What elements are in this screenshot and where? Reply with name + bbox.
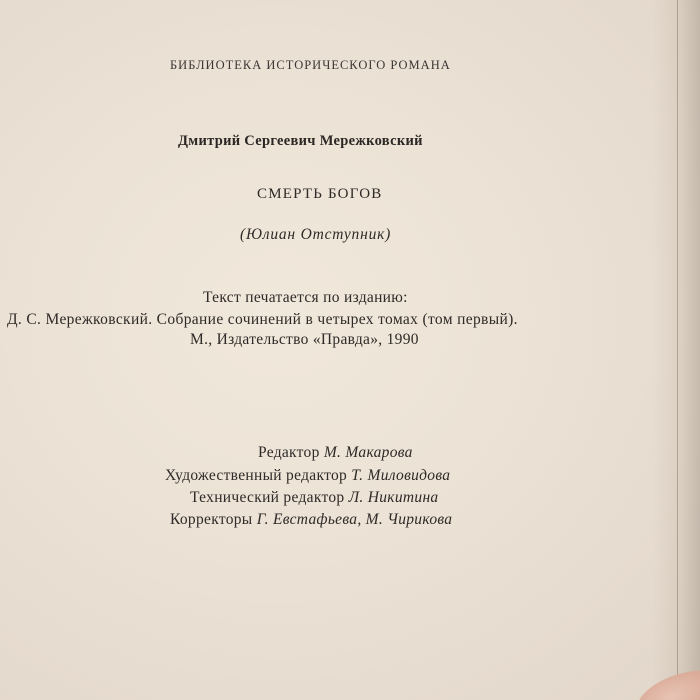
- credit-tech-editor: [190, 489, 438, 507]
- credit-person: Т. Миловидова: [351, 467, 451, 484]
- credit-person: Г. Евстафьева, М. Чирикова: [256, 511, 453, 528]
- source-line-2: Д. С. Мережковский. Собрание сочинений в четырех томах (том первый).: [7, 311, 518, 328]
- credit-editor: [258, 444, 413, 462]
- credit-role: Редактор: [258, 444, 320, 461]
- book-subtitle: (Юлиан Отступник): [240, 226, 392, 243]
- series-title: БИБЛИОТЕКА ИСТОРИЧЕСКОГО РОМАНА: [170, 58, 451, 72]
- credit-person: М. Макарова: [323, 444, 413, 461]
- credit-role: Художественный редактор: [165, 467, 348, 484]
- credit-person: Л. Никитина: [348, 489, 439, 506]
- source-line-3: М., Издательство «Правда», 1990: [190, 331, 419, 348]
- credit-art-editor: [165, 467, 450, 485]
- book-title: СМЕРТЬ БОГОВ: [257, 186, 383, 202]
- credit-role: Корректоры: [170, 511, 253, 528]
- page-edge-line: [677, 0, 678, 700]
- author-name: Дмитрий Сергеевич Мережковский: [178, 133, 423, 149]
- source-line-1: Текст печатается по изданию:: [203, 289, 408, 306]
- page-edge-shadow: [652, 0, 700, 700]
- credit-proofreaders: [170, 511, 452, 529]
- credit-role: Технический редактор: [190, 489, 345, 506]
